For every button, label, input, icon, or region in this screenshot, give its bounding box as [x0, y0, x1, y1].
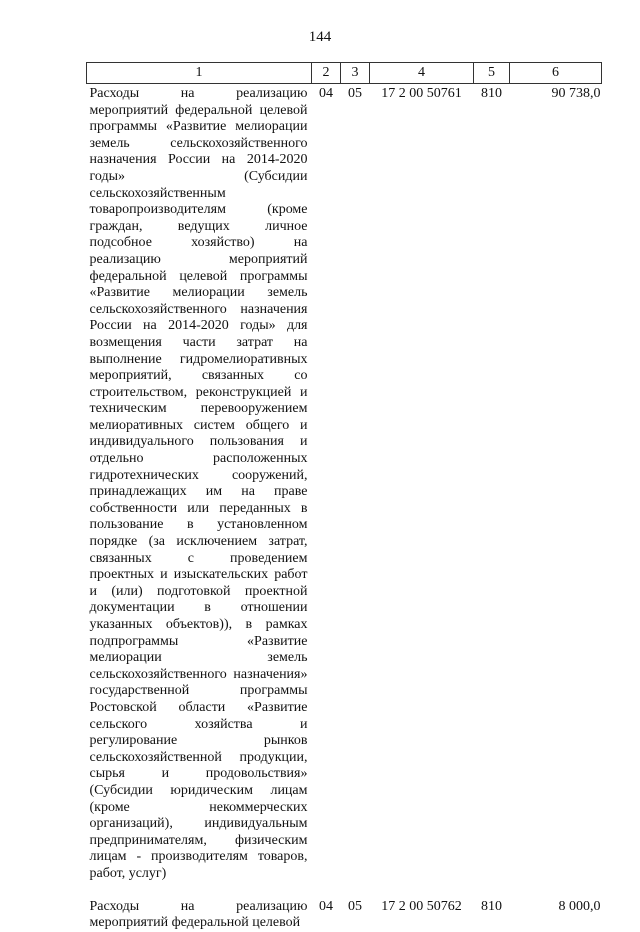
table-row [87, 897, 602, 932]
header-col-3: 3 [341, 63, 370, 84]
header-col-1: 1 [87, 63, 312, 84]
header-col-5: 5 [474, 63, 510, 84]
table-row [87, 84, 602, 897]
budget-table [86, 62, 602, 932]
row-target-article-code: 17 2 00 50761 [381, 86, 462, 101]
table-header-row [87, 63, 602, 84]
row-target-article-code: 17 2 00 50762 [381, 898, 462, 914]
row-description: Расходы на реализацию мероприятий федеральной целевой [89, 898, 308, 931]
header-col-6: 6 [510, 63, 602, 84]
header-col-4: 4 [370, 63, 474, 84]
row-description: Расходы на реализацию мероприятий федеральной целевой программы «Развитие мелиорации земель сельскохозяйственного назначения России на 2014-2020 годы» (Субсидии сельскохозяйственным товаропроизводителям (кроме граждан, ведущих личное подсобное хозяйство) на реализацию мероприятий федеральной целевой программы «Развитие мелиорации земель сельскохозяйственного назначения России на 2014-2020 годы» для возмещения части затрат на выполнение гидромелиоративных мероприятий, связанных со строительством, реконструкцией и техническим перевооружением мелиоративных систем общего и индивидуального пользования и отдельно расположенных гидротехнических сооружений, принадлежащих им на праве собственности или переданных в пользование в установленном порядке (за исключением затрат, связанных с проведением проектных и изыскательских работ и (или) подготовкой проектной документации в отношении указанных объектов)), в рамках подпрограммы «Развитие мелиорации земель сельскохозяйственного назначения» государственной программы Ростовской области «Развитие сельского хозяйства и регулирование рынков сельскохозяйственной продукции, сырья и продовольствия» (Субсидии юридическим лицам (кроме некоммерческих организаций), индивидуальным предпринимателям, физическим лицам - производителям товаров, работ, услуг) [89, 86, 308, 881]
row-section-code: 04 [319, 898, 333, 914]
row-subsection-code: 05 [348, 898, 362, 914]
row-amount: 90 738,0 [551, 86, 601, 101]
row-section-code: 04 [319, 86, 333, 101]
row-expense-type-code: 810 [481, 898, 502, 914]
page-number: 144 [308, 29, 332, 45]
header-col-2: 2 [312, 63, 341, 84]
row-subsection-code: 05 [348, 86, 362, 101]
row-amount: 8 000,0 [558, 898, 601, 914]
row-expense-type-code: 810 [481, 86, 502, 101]
